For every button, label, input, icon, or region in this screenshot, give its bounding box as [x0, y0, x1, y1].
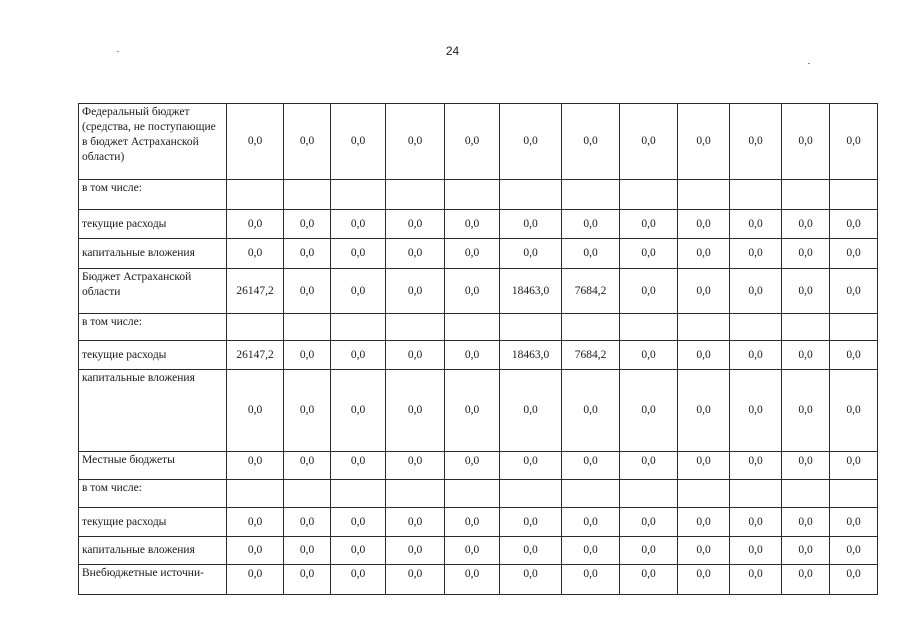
value-cell: 0,0: [730, 565, 782, 595]
value-cell: 0,0: [284, 210, 331, 239]
value-cell: 0,0: [227, 370, 284, 452]
row-label: капитальные вложения: [79, 239, 227, 269]
value-cell: 0,0: [620, 104, 678, 180]
value-cell: 0,0: [562, 239, 620, 269]
table-row: [79, 537, 878, 565]
value-cell: 0,0: [562, 565, 620, 595]
value-cell: 0,0: [830, 341, 878, 370]
value-cell: 0,0: [284, 452, 331, 480]
value-cell: 0,0: [331, 269, 386, 314]
value-cell: 0,0: [730, 210, 782, 239]
value-cell: 26147,2: [227, 341, 284, 370]
row-label: капитальные вложения: [79, 537, 227, 565]
value-cell: 7684,2: [562, 269, 620, 314]
row-label: текущие расходы: [79, 210, 227, 239]
value-cell: [562, 314, 620, 341]
value-cell: [730, 314, 782, 341]
value-cell: [386, 480, 445, 508]
value-cell: 0,0: [678, 370, 730, 452]
row-label: текущие расходы: [79, 341, 227, 370]
value-cell: 0,0: [386, 452, 445, 480]
value-cell: [331, 480, 386, 508]
value-cell: 0,0: [830, 537, 878, 565]
value-cell: 0,0: [562, 537, 620, 565]
value-cell: [284, 480, 331, 508]
value-cell: 0,0: [620, 565, 678, 595]
value-cell: [782, 480, 830, 508]
value-cell: 0,0: [386, 508, 445, 537]
value-cell: 0,0: [500, 239, 562, 269]
value-cell: [500, 314, 562, 341]
value-cell: 0,0: [386, 239, 445, 269]
value-cell: 0,0: [620, 239, 678, 269]
value-cell: [227, 314, 284, 341]
value-cell: [562, 180, 620, 210]
value-cell: 0,0: [830, 565, 878, 595]
value-cell: [678, 314, 730, 341]
value-cell: 0,0: [830, 239, 878, 269]
value-cell: 0,0: [678, 452, 730, 480]
value-cell: 0,0: [331, 537, 386, 565]
value-cell: 0,0: [284, 508, 331, 537]
scan-speck: [117, 51, 119, 52]
value-cell: 0,0: [445, 239, 500, 269]
table-row: [79, 480, 878, 508]
value-cell: 0,0: [445, 370, 500, 452]
table-row: [79, 452, 878, 480]
table-row: [79, 104, 878, 180]
value-cell: 0,0: [620, 210, 678, 239]
value-cell: [830, 480, 878, 508]
value-cell: 0,0: [331, 104, 386, 180]
value-cell: 0,0: [227, 239, 284, 269]
value-cell: [620, 180, 678, 210]
row-label: в том числе:: [79, 480, 227, 508]
value-cell: 0,0: [331, 341, 386, 370]
value-cell: [445, 480, 500, 508]
table-row: [79, 210, 878, 239]
value-cell: 0,0: [782, 210, 830, 239]
value-cell: 0,0: [500, 104, 562, 180]
value-cell: 0,0: [730, 370, 782, 452]
value-cell: [620, 480, 678, 508]
value-cell: 0,0: [782, 452, 830, 480]
value-cell: 0,0: [500, 565, 562, 595]
value-cell: 0,0: [284, 239, 331, 269]
value-cell: 18463,0: [500, 269, 562, 314]
value-cell: [500, 480, 562, 508]
value-cell: 0,0: [331, 565, 386, 595]
value-cell: 0,0: [620, 508, 678, 537]
value-cell: 0,0: [678, 269, 730, 314]
value-cell: 0,0: [331, 370, 386, 452]
value-cell: 0,0: [445, 104, 500, 180]
row-label: Бюджет Астраханской области: [79, 269, 227, 314]
value-cell: 0,0: [562, 452, 620, 480]
value-cell: 0,0: [284, 269, 331, 314]
value-cell: 0,0: [678, 537, 730, 565]
value-cell: [730, 480, 782, 508]
value-cell: 0,0: [620, 370, 678, 452]
value-cell: 0,0: [227, 508, 284, 537]
value-cell: 0,0: [562, 210, 620, 239]
value-cell: 0,0: [730, 269, 782, 314]
value-cell: 0,0: [730, 508, 782, 537]
value-cell: 0,0: [730, 537, 782, 565]
value-cell: 0,0: [678, 508, 730, 537]
value-cell: 0,0: [445, 269, 500, 314]
value-cell: 0,0: [562, 104, 620, 180]
value-cell: 0,0: [830, 210, 878, 239]
value-cell: 0,0: [445, 565, 500, 595]
value-cell: 0,0: [730, 341, 782, 370]
value-cell: 0,0: [620, 269, 678, 314]
value-cell: 0,0: [227, 452, 284, 480]
value-cell: 0,0: [678, 239, 730, 269]
value-cell: 0,0: [830, 104, 878, 180]
value-cell: 0,0: [331, 239, 386, 269]
value-cell: 0,0: [500, 210, 562, 239]
value-cell: [386, 180, 445, 210]
value-cell: [386, 314, 445, 341]
value-cell: [284, 314, 331, 341]
value-cell: [331, 180, 386, 210]
value-cell: 0,0: [445, 508, 500, 537]
value-cell: 0,0: [284, 341, 331, 370]
value-cell: [678, 180, 730, 210]
value-cell: 0,0: [620, 537, 678, 565]
row-label: в том числе:: [79, 314, 227, 341]
row-label: в том числе:: [79, 180, 227, 210]
value-cell: 0,0: [830, 508, 878, 537]
table-row: [79, 370, 878, 452]
page-number: 24: [445, 44, 460, 58]
value-cell: 0,0: [386, 370, 445, 452]
table-row: [79, 314, 878, 341]
value-cell: 0,0: [445, 341, 500, 370]
value-cell: [830, 180, 878, 210]
value-cell: 0,0: [500, 508, 562, 537]
value-cell: 0,0: [830, 269, 878, 314]
row-label: капитальные вложения: [79, 370, 227, 452]
value-cell: 18463,0: [500, 341, 562, 370]
budget-table: [78, 103, 878, 595]
value-cell: 0,0: [678, 565, 730, 595]
table-row: [79, 508, 878, 537]
value-cell: 0,0: [386, 210, 445, 239]
value-cell: 0,0: [830, 452, 878, 480]
table-row: [79, 180, 878, 210]
value-cell: 0,0: [386, 269, 445, 314]
value-cell: 0,0: [284, 565, 331, 595]
value-cell: 0,0: [386, 537, 445, 565]
value-cell: 0,0: [445, 210, 500, 239]
value-cell: 0,0: [386, 565, 445, 595]
value-cell: 0,0: [782, 370, 830, 452]
value-cell: 0,0: [678, 104, 730, 180]
value-cell: 0,0: [331, 508, 386, 537]
value-cell: 0,0: [678, 210, 730, 239]
value-cell: 0,0: [782, 104, 830, 180]
value-cell: [730, 180, 782, 210]
value-cell: 0,0: [227, 104, 284, 180]
value-cell: 0,0: [386, 104, 445, 180]
value-cell: 0,0: [500, 452, 562, 480]
table-row: [79, 239, 878, 269]
value-cell: 0,0: [782, 508, 830, 537]
value-cell: 0,0: [730, 104, 782, 180]
value-cell: [500, 180, 562, 210]
row-label: текущие расходы: [79, 508, 227, 537]
value-cell: [284, 180, 331, 210]
value-cell: [830, 314, 878, 341]
value-cell: 0,0: [782, 565, 830, 595]
value-cell: 0,0: [227, 210, 284, 239]
value-cell: [227, 180, 284, 210]
value-cell: 26147,2: [227, 269, 284, 314]
value-cell: 0,0: [678, 341, 730, 370]
value-cell: [562, 480, 620, 508]
value-cell: 0,0: [500, 537, 562, 565]
value-cell: 0,0: [782, 239, 830, 269]
value-cell: 0,0: [782, 269, 830, 314]
value-cell: 0,0: [331, 452, 386, 480]
value-cell: [782, 314, 830, 341]
table-row: [79, 269, 878, 314]
value-cell: [782, 180, 830, 210]
value-cell: 0,0: [620, 452, 678, 480]
value-cell: 0,0: [782, 341, 830, 370]
value-cell: [331, 314, 386, 341]
row-label: Внебюджетные источни-: [79, 565, 227, 595]
value-cell: [445, 180, 500, 210]
value-cell: 0,0: [500, 370, 562, 452]
value-cell: [445, 314, 500, 341]
value-cell: 7684,2: [562, 341, 620, 370]
value-cell: 0,0: [284, 370, 331, 452]
value-cell: [620, 314, 678, 341]
row-label: Местные бюджеты: [79, 452, 227, 480]
table-row: [79, 565, 878, 595]
table-row: [79, 341, 878, 370]
value-cell: 0,0: [331, 210, 386, 239]
value-cell: 0,0: [284, 104, 331, 180]
value-cell: [678, 480, 730, 508]
value-cell: [227, 480, 284, 508]
value-cell: 0,0: [227, 537, 284, 565]
value-cell: 0,0: [620, 341, 678, 370]
value-cell: 0,0: [830, 370, 878, 452]
value-cell: 0,0: [730, 239, 782, 269]
row-label: Федеральный бюджет (средства, не поступающие в бюджет Астраханской области): [79, 104, 227, 180]
value-cell: 0,0: [445, 452, 500, 480]
value-cell: 0,0: [386, 341, 445, 370]
value-cell: 0,0: [782, 537, 830, 565]
scan-speck: [808, 63, 810, 64]
value-cell: 0,0: [562, 508, 620, 537]
value-cell: 0,0: [284, 537, 331, 565]
value-cell: 0,0: [562, 370, 620, 452]
value-cell: 0,0: [227, 565, 284, 595]
value-cell: 0,0: [730, 452, 782, 480]
value-cell: 0,0: [445, 537, 500, 565]
